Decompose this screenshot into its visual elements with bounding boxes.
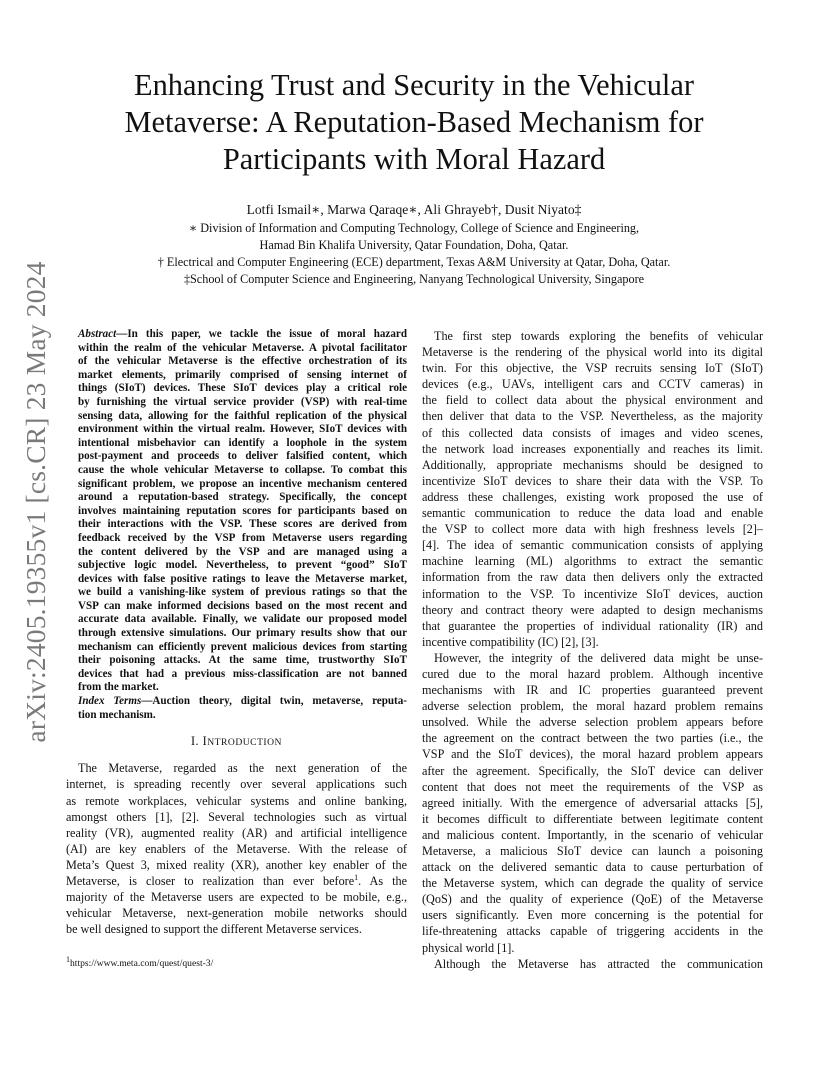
body-line: the agreement on the contract between the two parties (i.e., the (422, 731, 763, 746)
intro-line: Metaverse, is closer to realization than ever before$^1$. As the (66, 872, 407, 888)
abstract (66, 328, 407, 695)
section-initial: I (202, 734, 208, 749)
abstract-line: involves maintaining reputation scores for participants based on (78, 504, 407, 517)
body-line: Metaverse is the rendering of the physical world into its digital (422, 345, 763, 360)
abstract-line: mechanism can efficiently prevent malicious devices from starting (78, 640, 407, 653)
affiliation-line: † Electrical and Computer Engineering (ECE) department, Texas A&M University at Qatar, Doha, Qatar. (157, 255, 671, 269)
intro-line: reality (VR), augmented reality (AR) and artificial intelligence (66, 825, 407, 840)
body-line: then deliver that data to the VSP. Nevertheless, as the majority (422, 409, 763, 424)
abstract-line: accurate data available. Finally, we validate our proposed model (78, 613, 407, 626)
abstract-line: by furnishing the virtual service provider (VSP) with real-time (78, 395, 407, 408)
abstract-line: from the market. (78, 681, 159, 694)
body-line: information from the raw data then delivers only the extracted (422, 570, 763, 585)
body-paragraph (422, 650, 763, 956)
abstract-line: market elements, primarily comprised of sensing internet of (78, 368, 407, 381)
title-line: Enhancing Trust and Security in the Vehicular (134, 68, 694, 102)
intro-line: as remote workplaces, vehicular systems and online banking, (66, 793, 407, 808)
abstract-line: within the realm of the vehicular Metaverse. A pivotal facilitator (78, 341, 407, 354)
paper-title (60, 67, 768, 178)
intro-line: Meta’s Quest 3, mixed reality (XR), another key enabler of the (66, 857, 407, 872)
footnote-marker: 1 (66, 954, 70, 964)
intro-paragraph (66, 760, 407, 937)
section-title-rest: NTRODUCTION (207, 737, 282, 749)
abstract-line: through extensive simulations. Our primary results show that our (78, 627, 407, 640)
abstract-line: devices with false positive ratings to leave the Metaverse market, (78, 572, 407, 585)
abstract-line: VSP can make informed decisions based on the most recent and (78, 599, 407, 612)
index-terms (66, 695, 407, 722)
affiliations (60, 220, 768, 288)
abstract-line: environment within the virtual realm. However, SIoT devices with (78, 423, 407, 436)
author-list: Lotfi Ismail∗, Marwa Qaraqe∗, Ali Ghrayeb†, Dusit Niyato‡ (246, 202, 582, 217)
index-terms-line: Index Terms—Auction theory, digital twin, metaverse, reputa- (78, 695, 407, 708)
abstract-line: devices that had a previous miss-classification are not banned (78, 667, 407, 680)
body-line: unsolved. While the adverse selection problem appears before (422, 715, 763, 730)
body-line: agreed initially. With the emergence of adversarial attacks [5], (422, 795, 763, 810)
body-line: it becomes difficult to differentiate between legitimate content (422, 811, 763, 826)
body-line: mechanisms with IR and IC properties guaranteed prevent (422, 683, 763, 698)
body-line: (QoS) and the quality of experience (QoE) of the Metaverse (422, 892, 763, 907)
intro-line: majority of the Metaverse users are expected to be mobile, e.g., (66, 890, 407, 905)
intro-line: vehicular Metaverse, next-generation mobile networks should (66, 906, 407, 921)
body-line: theory and contract theory were adapted to design mechanisms (422, 602, 763, 617)
body-line: the VSP to collect more data with high freshness levels [2]– (422, 522, 763, 537)
intro-line: The Metaverse, regarded as the next generation of the (78, 761, 407, 776)
abstract-line: Abstract—In this paper, we tackle the issue of moral hazard (78, 328, 407, 340)
body-line: devices (e.g., UAVs, intelligent cars and CCTV cameras) in (422, 377, 763, 392)
abstract-line: feedback received by the VSP from Metaverse users regarding (78, 531, 407, 544)
body-line: machine learning (ML) algorithms to extract the semantic (422, 554, 763, 569)
body-line: incentivize SIoT devices to share their data with the VSP. To (422, 473, 763, 488)
affiliation-line: ∗ Division of Information and Computing Technology, College of Science and Engineering, (188, 221, 640, 235)
body-line: adverse selection problem, the moral hazard problem remains (422, 699, 763, 714)
intro-line: amongst others [1], [2]. Several technologies such as virtual (66, 809, 407, 824)
abstract-line: post-payment and proceeds to deliver falsified content, which (78, 450, 407, 463)
index-terms-line: tion mechanism. (78, 708, 156, 721)
footnote (66, 954, 406, 970)
section-heading (66, 733, 407, 751)
body-line: address these challenges, existing work proposed the use of (422, 489, 763, 504)
abstract-label: Abstract (78, 328, 117, 340)
body-line: content that does not meet the requirements of the VSP as (422, 779, 763, 794)
body-line: and malicious content. Importantly, in the scenario of vehicular (422, 827, 763, 842)
body-line: the field to collect data about the physical environment and (422, 393, 763, 408)
abstract-line: their interactions with the VSP. These scores are derived from (78, 518, 407, 531)
body-line: the Metaverse system, which can degrade the quality of service (422, 876, 763, 891)
body-line: information to the VSP. To incentivize SIoT devices, auction (422, 586, 763, 601)
arxiv-side-stamp (18, 252, 54, 752)
abstract-line: things (SIoT) devices. These SIoT devices play a critical role (78, 382, 407, 395)
affiliation-line: ‡School of Computer Science and Engineering, Nanyang Technological University, Singapore (183, 272, 645, 286)
abstract-line: their poisoning attacks. At the same time, trustworthy SIoT (78, 654, 407, 667)
left-column (66, 328, 407, 937)
body-line: Additionally, appropriate mechanisms should be designed to (422, 457, 763, 472)
body-line: life-threatening attacks capable of triggering accidents in the (422, 924, 763, 939)
abstract-line: we build a vanishing-like system of previous ratings so that the (78, 586, 407, 599)
body-line: Metaverse, a malicious SIoT device can launch a poisoning (422, 844, 763, 858)
section-numeral: I. (190, 734, 200, 749)
abstract-line: subjective logic model. Nevertheless, to prevent “good” SIoT (78, 559, 407, 572)
footnote-url: https://www.meta.com/quest/quest-3/ (70, 958, 214, 969)
affiliation-line: Hamad Bin Khalifa University, Qatar Foundation, Doha, Qatar. (259, 238, 569, 252)
abstract-line: sensing data, allowing for the faithful replication of the physical (78, 409, 407, 422)
title-line: Metaverse: A Reputation-Based Mechanism for (124, 105, 704, 139)
right-column (422, 328, 763, 972)
body-line: cured due to the moral hazard problem. Although incentive (422, 666, 763, 681)
body-line: Although the Metaverse has attracted the communication (434, 956, 763, 971)
abstract-line: intentional misbehavior can identify a loophole in the system (78, 436, 407, 449)
intro-line: internet, is spreading recently over several applications such (66, 777, 407, 792)
abstract-line: the content delivered by the VSP and are managed using a (78, 545, 407, 558)
body-line: users significantly. Even more concerning is the potential for (422, 908, 763, 923)
body-paragraph (422, 328, 763, 650)
abstract-line: of the vehicular Metaverse is the effective orchestration of its (78, 355, 407, 368)
body-line: twin. For this objective, the VSP recruits sensing IoT (SIoT) (422, 361, 763, 376)
arxiv-identifier: arXiv:2405.19355v1 [cs.CR] 23 May 2024 (20, 261, 51, 743)
body-line: VSP and the SIoT devices), the moral hazard problem appears (422, 747, 763, 762)
title-line: Participants with Moral Hazard (222, 142, 606, 176)
body-line: attack on the delivered semantic data to cause perturbation of (422, 860, 763, 875)
body-line: [4]. The idea of semantic communication consists of applying (422, 538, 763, 553)
body-line: semantic communication to reduce the data load and enable (422, 506, 763, 521)
body-line: of this collected data consists of images and video scenes, (422, 425, 763, 440)
intro-line: be well designed to support the different Metaverse services. (66, 922, 362, 937)
body-paragraph (422, 956, 763, 972)
footnote-ref: 1 (354, 872, 359, 882)
body-line: physical world [1]. (422, 940, 515, 955)
abstract-line: cause the whole vehicular Metaverse to collapse. To combat this (78, 463, 407, 476)
body-line: that guarantee the properties of individual rationality (IR) and (422, 618, 763, 633)
body-line: after the agreement. Specifically, the SIoT device can deliver (422, 763, 763, 778)
abstract-line: significant problem, we propose an incentive mechanism centered (78, 477, 407, 490)
index-terms-label: Index Terms (78, 695, 142, 708)
intro-line: (AI) are key enablers of the Metaverse. With the release of (66, 841, 407, 856)
abstract-line: around a reputation-based strategy. Specifically, the concept (78, 491, 407, 504)
body-line: the network load increases exponentially and reaches its limit. (422, 441, 763, 456)
body-line: However, the integrity of the delivered data might be unse- (434, 650, 763, 665)
body-line: The first step towards exploring the benefits of vehicular (434, 329, 763, 343)
body-line: incentive compatibility (IC) [2], [3]. (422, 634, 599, 649)
